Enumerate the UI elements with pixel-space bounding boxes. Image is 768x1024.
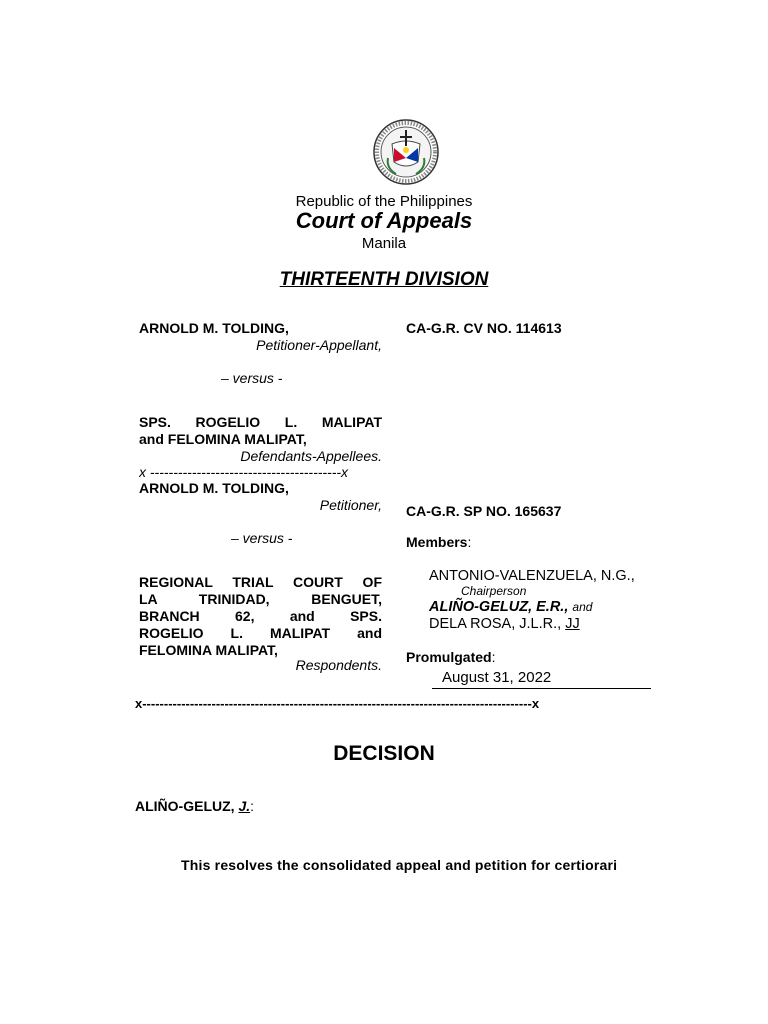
member-2-row — [429, 599, 592, 616]
ponente-colon: : — [250, 798, 255, 814]
case2-versus: – versus - — [231, 530, 293, 546]
members-label: Members — [406, 534, 468, 550]
case1-number: CA-G.R. CV NO. 114613 — [406, 320, 562, 336]
decision-body-first-line: This resolves the consolidated appeal and petition for certiorari — [181, 857, 618, 873]
case2-respondent-line2: LA TRINIDAD, BENGUET, — [139, 591, 382, 607]
case2-respondent-line3: BRANCH 62, and SPS. — [139, 608, 382, 624]
members-colon: : — [467, 534, 472, 550]
member-1-chairperson: Chairperson — [461, 584, 527, 598]
promulgated-colon: : — [491, 649, 496, 665]
case2-respondent-line4: ROGELIO L. MALIPAT and — [139, 625, 382, 641]
member-2: ALIÑO-GELUZ, E.R., — [429, 599, 569, 615]
republic-heading: Republic of the Philippines — [295, 193, 473, 210]
member-3-row — [429, 616, 580, 633]
case2-petitioner-role: Petitioner, — [319, 497, 382, 513]
promulgated-underline — [432, 688, 651, 689]
decision-title: DECISION — [333, 742, 435, 765]
members-label-row — [406, 534, 471, 550]
ponente-row — [135, 798, 254, 814]
member-3: DELA ROSA, J.L.R., — [429, 616, 562, 632]
case2-petitioner: ARNOLD M. TOLDING, — [139, 480, 289, 496]
court-heading: Court of Appeals — [295, 208, 473, 233]
member-and: and — [572, 600, 593, 614]
ponente-name: ALIÑO-GELUZ, — [135, 798, 235, 814]
member-jj: JJ — [565, 616, 580, 632]
case1-versus: – versus - — [221, 370, 283, 386]
ponente-j: J. — [238, 798, 251, 814]
case2-respondent-line5: FELOMINA MALIPAT, — [139, 642, 278, 658]
separator-short: x -----------------------------------------x — [139, 464, 349, 480]
court-of-appeals-seal-icon — [372, 118, 440, 186]
city-heading: Manila — [361, 235, 407, 252]
promulgated-label: Promulgated — [406, 649, 492, 665]
case2-respondent-role: Respondents. — [295, 657, 382, 673]
case2-number: CA-G.R. SP NO. 165637 — [406, 503, 562, 519]
case1-petitioner: ARNOLD M. TOLDING, — [139, 320, 289, 336]
case1-respondent-line1: SPS. ROGELIO L. MALIPAT — [139, 414, 382, 430]
member-1: ANTONIO-VALENZUELA, N.G., — [429, 568, 635, 584]
case1-petitioner-role: Petitioner-Appellant, — [256, 337, 382, 353]
case1-respondent-role: Defendants-Appellees. — [240, 448, 382, 464]
division-heading: THIRTEENTH DIVISION — [279, 269, 489, 290]
separator-long: x------------------------------------------------------------------------------------------x — [135, 696, 540, 711]
promulgated-label-row — [406, 649, 495, 665]
case1-respondent-line2: and FELOMINA MALIPAT, — [139, 431, 307, 447]
promulgated-date: August 31, 2022 — [442, 669, 552, 686]
case2-respondent-line1: REGIONAL TRIAL COURT OF — [139, 574, 382, 590]
